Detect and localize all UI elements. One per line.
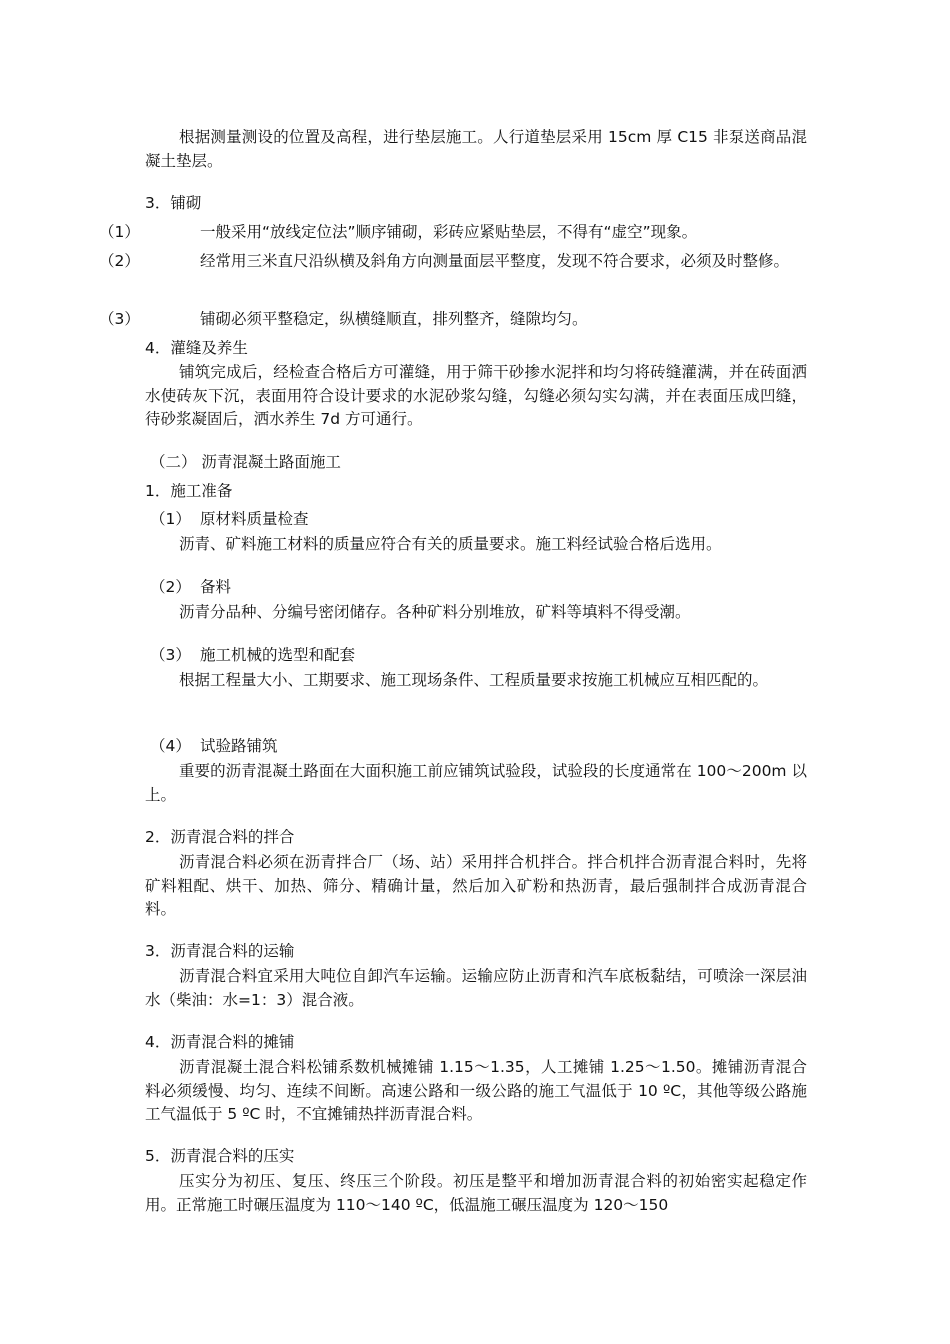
paragraph-spreading: 沥青混凝土混合料松铺系数机械摊铺 1.15～1.35，人工摊铺 1.25～1.50。摊铺沥青混合料必须缓慢、均匀、连续不间断。高速公路和一级公路的施工气温低于 10 ºC，其他等级公路施工气温低于 5 ºC 时，不宜摊铺热拌沥青混合料。	[145, 1058, 807, 1123]
list-number: （2）	[99, 252, 140, 270]
paragraph-mixing: 沥青混合料必须在沥青拌合厂（场、站）采用拌合机拌合。拌合机拌合沥青混合料时，先将矿料粗配、烘干、加热、筛分、精确计量，然后加入矿粉和热沥青，最后强制拌合成沥青混合料。	[145, 853, 807, 918]
heading-preparation: 1．施工准备	[145, 482, 233, 500]
heading-joint-curing: 4．灌缝及养生	[145, 339, 248, 357]
list-text: 经常用三米直尺沿纵横及斜角方向测量面层平整度，发现不符合要求，必须及时整修。	[200, 252, 790, 270]
list-number: （3）	[99, 310, 140, 328]
paragraph-cushion-layer: 根据测量测设的位置及高程，进行垫层施工。人行道垫层采用 15cm 厚 C15 非泵送商品混凝土垫层。	[145, 128, 807, 170]
list-item-paving-3	[99, 308, 858, 332]
paragraph-compaction: 压实分为初压、复压、终压三个阶段。初压是整平和增加沥青混合料的初始密实起稳定作用。正常施工时碾压温度为 110～140 ºC，低温施工碾压温度为 120～150	[145, 1172, 807, 1214]
list-item-paving-1	[99, 221, 858, 245]
heading-spreading: 4．沥青混合料的摊铺	[145, 1033, 295, 1051]
list-text: 原材料质量检查	[200, 510, 309, 528]
list-number: （1）	[99, 223, 140, 241]
list-text: 试验路铺筑	[200, 737, 278, 755]
list-text: 铺砌必须平整稳定，纵横缝顺直，排列整齐，缝隙均匀。	[200, 310, 588, 328]
heading-compaction: 5．沥青混合料的压实	[145, 1147, 295, 1165]
paragraph-material-check: 沥青、矿料施工材料的质量应符合有关的质量要求。施工料经试验合格后选用。	[179, 535, 722, 553]
heading-mixing: 2．沥青混合料的拌合	[145, 828, 295, 846]
paragraph-machinery: 根据工程量大小、工期要求、施工现场条件、工程质量要求按施工机械应互相匹配的。	[179, 671, 769, 689]
list-number: （2）	[150, 578, 191, 596]
paragraph-transport: 沥青混合料宜采用大吨位自卸汽车运输。运输应防止沥青和汽车底板黏结，可喷涂一深层油水（柴油：水=1：3）混合液。	[145, 967, 807, 1009]
list-item-prep-1	[150, 508, 807, 532]
list-item-prep-3	[150, 644, 807, 668]
list-item-prep-2	[150, 576, 807, 600]
paragraph-material-prep: 沥青分品种、分编号密闭储存。各种矿料分别堆放，矿料等填料不得受潮。	[179, 603, 691, 621]
list-item-paving-2	[99, 250, 858, 274]
heading-transport: 3．沥青混合料的运输	[145, 942, 295, 960]
paragraph-joint-curing: 铺筑完成后，经检查合格后方可灌缝，用于筛干砂掺水泥拌和均匀将砖缝灌满，并在砖面洒水使砖灰下沉，表面用符合设计要求的水泥砂浆勾缝，勾缝必须勾实勾满，并在表面压成凹缝，待砂浆凝固后，洒水养生 7d 方可通行。	[145, 363, 807, 428]
paragraph-trial-section: 重要的沥青混凝土路面在大面积施工前应铺筑试验段，试验段的长度通常在 100～200m 以上。	[145, 762, 807, 804]
list-text: 施工机械的选型和配套	[200, 646, 356, 664]
list-number: （1）	[150, 510, 191, 528]
heading-paving: 3．铺砌	[145, 194, 202, 212]
list-text: 一般采用“放线定位法”顺序铺砌，彩砖应紧贴垫层，不得有“虚空”现象。	[200, 223, 698, 241]
list-number: （4）	[150, 737, 191, 755]
section-heading-asphalt: （二） 沥青混凝土路面施工	[150, 453, 341, 471]
list-item-prep-4	[150, 735, 807, 759]
list-text: 备料	[200, 578, 232, 596]
list-number: （3）	[150, 646, 191, 664]
